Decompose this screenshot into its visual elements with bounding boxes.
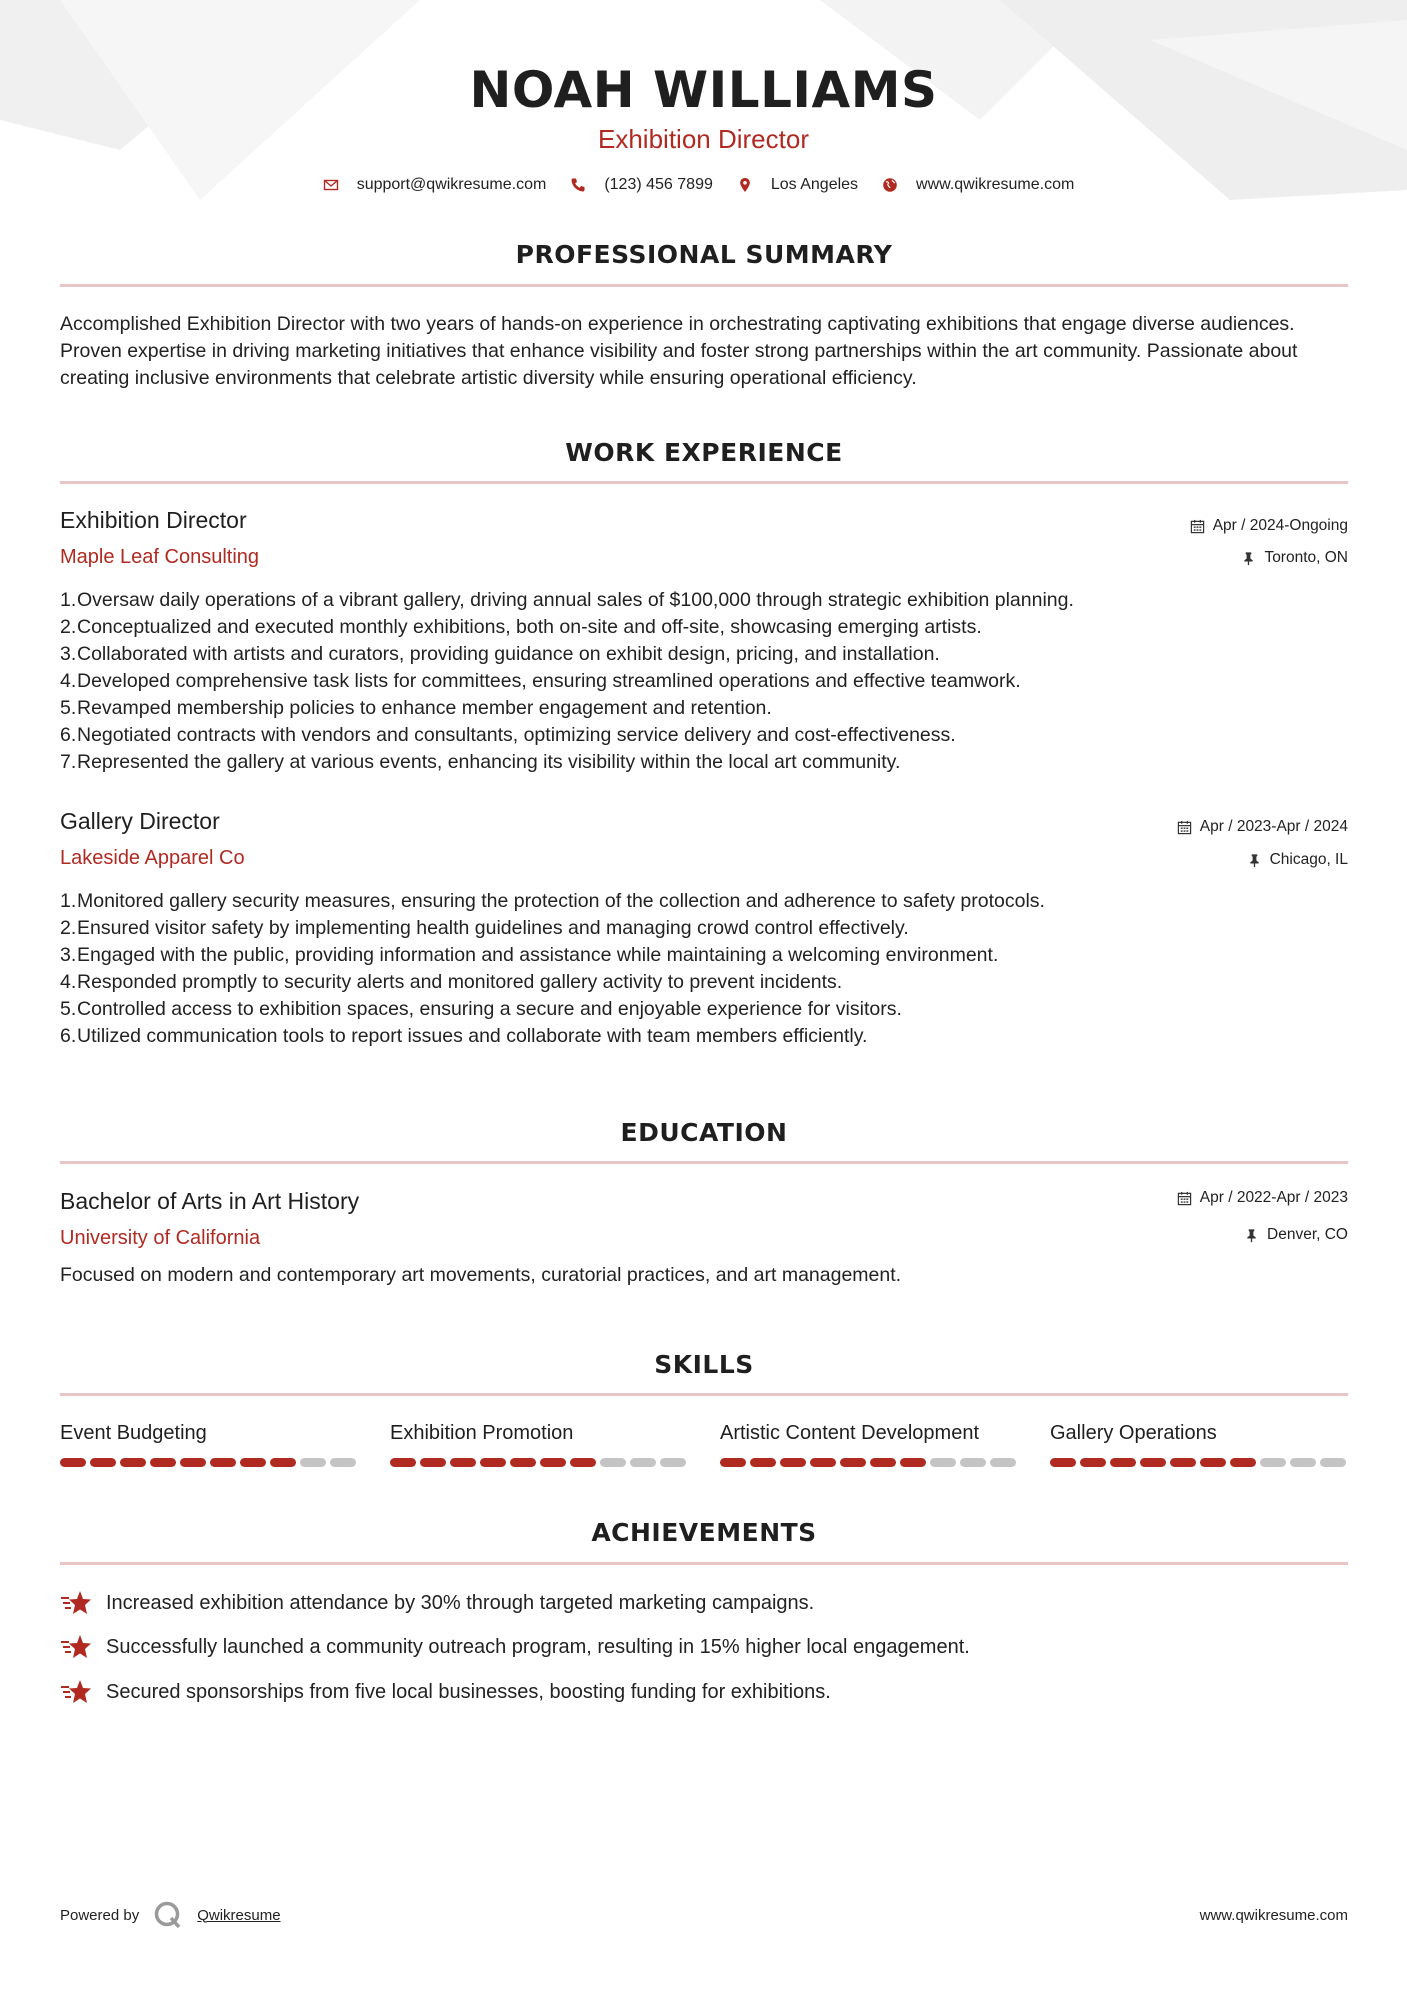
footer-website-link[interactable]: www.qwikresume.com [1199,1907,1348,1924]
job-dates [1177,818,1348,836]
skill-level-segment [930,1458,956,1467]
skill-level-segment [1260,1458,1286,1467]
skill-level-bar [390,1458,690,1467]
skill-level-segment [990,1458,1016,1467]
candidate-name: NOAH WILLIAMS [469,61,938,119]
education-location [1244,1226,1348,1244]
job-bullet-list [60,888,1348,1050]
skill-level-segment [720,1458,746,1467]
candidate-role: Exhibition Director [598,124,809,154]
skill-level-segment [330,1458,356,1467]
skill-name: Gallery Operations [1050,1422,1217,1444]
skill-level-segment [270,1458,296,1467]
skill-level-segment [840,1458,866,1467]
list-item-text: Engaged with the public, providing information and assistance while maintaining a welcoming environment. [77,944,999,966]
skill-level-segment [660,1458,686,1467]
skill-level-segment [570,1458,596,1467]
skill-level-segment [510,1458,536,1467]
skill-level-segment [810,1458,836,1467]
skills-list [60,1420,1350,1467]
skill-item [390,1420,690,1467]
pushpin-icon [1244,1228,1259,1243]
skill-level-segment [750,1458,776,1467]
list-item: 4. Developed comprehensive task lists for committees, ensuring streamlined operations and effective teamwork. [60,668,1348,695]
list-item: 2. Ensured visitor safety by implementing health guidelines and managing crowd control effectively. [60,915,1348,942]
skill-level-segment [390,1458,416,1467]
skill-level-segment [1290,1458,1316,1467]
achievement-item [60,1678,831,1706]
website-text: www.qwikresume.com [916,176,1075,193]
list-item-text: Controlled access to exhibition spaces, ensuring a secure and enjoyable experience for visitors. [77,998,902,1020]
contact-website[interactable] [882,176,1074,194]
skill-level-segment [120,1458,146,1467]
achievement-item [60,1633,970,1661]
globe-icon [882,177,898,193]
achievement-text: Increased exhibition attendance by 30% through targeted marketing campaigns. [106,1591,815,1614]
list-item: 4. Responded promptly to security alerts and monitored gallery activity to prevent incidents. [60,969,1348,996]
contact-bar [0,176,1407,194]
education-heading: EDUCATION [620,1118,788,1147]
list-item: 5. Revamped membership policies to enhance member engagement and retention. [60,695,1348,722]
list-item-text: Monitored gallery security measures, ensuring the protection of the collection and adherence to safety protocols. [77,890,1045,912]
pushpin-icon [1247,853,1262,868]
list-item-text: Developed comprehensive task lists for committees, ensuring streamlined operations and effective teamwork. [77,670,1021,692]
list-item-text: Utilized communication tools to report issues and collaborate with team members efficiently. [77,1025,868,1047]
list-item-text: Conceptualized and executed monthly exhibitions, both on-site and off-site, showcasing emerging artists. [77,616,982,638]
phone-icon [570,177,586,193]
experience-divider [60,481,1348,484]
skill-level-segment [180,1458,206,1467]
skill-level-segment [960,1458,986,1467]
powered-by-label: Powered by [60,1906,140,1924]
star-icon [60,1589,92,1617]
achievement-text: Successfully launched a community outreach program, resulting in 15% higher local engagement. [106,1635,970,1658]
skill-level-segment [1320,1458,1346,1467]
job-location [1241,549,1348,567]
summary-divider [60,284,1348,287]
skill-level-bar [720,1458,1020,1467]
job-dates-text: Apr / 2023-Apr / 2024 [1199,818,1348,835]
list-item-text: Collaborated with artists and curators, providing guidance on exhibit design, pricing, and installation. [77,643,940,665]
phone-text: (123) 456 7899 [604,176,713,193]
degree-title: Bachelor of Arts in Art History [60,1188,360,1214]
education-divider [60,1161,1348,1164]
list-item: 7. Represented the gallery at various events, enhancing its visibility within the local art community. [60,749,1348,776]
skills-heading: SKILLS [654,1350,754,1379]
job-dates-text: Apr / 2024-Ongoing [1212,517,1348,534]
job-dates [1190,517,1348,535]
skill-name: Event Budgeting [60,1422,207,1444]
list-item-text: Responded promptly to security alerts and monitored gallery activity to prevent incidents. [77,971,843,993]
education-location-text: Denver, CO [1267,1226,1348,1243]
skill-level-segment [870,1458,896,1467]
list-item-text: Represented the gallery at various events, enhancing its visibility within the local art community. [77,751,901,773]
list-item-text: Revamped membership policies to enhance member engagement and retention. [77,697,772,719]
skills-divider [60,1393,1348,1396]
summary-text: Accomplished Exhibition Director with two years of hands-on experience in orchestrating captivating exhibitions that engage diverse audiences. Proven expertise in driving marketing initiatives that enhance visibility and foster strong partnerships within the art community. Passionate about creating inclusive environments that celebrate artistic diversity while ensuring operational efficiency. [60,313,1298,389]
experience-heading: WORK EXPERIENCE [565,438,843,467]
skill-level-segment [1110,1458,1136,1467]
skill-level-segment [600,1458,626,1467]
envelope-icon [323,177,339,193]
job-location-text: Toronto, ON [1264,549,1348,566]
list-item: 1. Oversaw daily operations of a vibrant gallery, driving annual sales of $100,000 through strategic exhibition planning. [60,587,1348,614]
star-icon [60,1678,92,1706]
map-pin-icon [737,177,753,193]
calendar-icon [1190,519,1205,534]
skill-level-segment [1140,1458,1166,1467]
list-item: 1. Monitored gallery security measures, ensuring the protection of the collection and adherence to safety protocols. [60,888,1348,915]
skill-level-segment [210,1458,236,1467]
skill-level-segment [420,1458,446,1467]
skill-item [1050,1420,1350,1467]
calendar-icon [1177,1191,1192,1206]
list-item-text: Oversaw daily operations of a vibrant gallery, driving annual sales of $100,000 through strategic exhibition planning. [77,589,1074,611]
skill-level-bar [60,1458,360,1467]
job-bullet-list [60,587,1348,776]
skill-level-segment [1170,1458,1196,1467]
skill-level-segment [450,1458,476,1467]
job-title: Gallery Director [60,808,220,834]
skill-level-segment [780,1458,806,1467]
job-location [1247,851,1348,869]
skill-level-segment [90,1458,116,1467]
job-title: Exhibition Director [60,507,247,533]
list-item-text: Negotiated contracts with vendors and consultants, optimizing service delivery and cost-effectiveness. [77,724,956,746]
skill-level-bar [1050,1458,1350,1467]
skill-level-segment [900,1458,926,1467]
skill-level-segment [480,1458,506,1467]
pushpin-icon [1241,551,1256,566]
star-icon [60,1633,92,1661]
school-name: University of California [60,1227,261,1249]
skill-item [720,1420,1020,1467]
job-company: Lakeside Apparel Co [60,847,245,869]
contact-location [737,176,858,194]
skill-level-segment [1230,1458,1256,1467]
achievement-text: Secured sponsorships from five local businesses, boosting funding for exhibitions. [106,1680,831,1703]
job-location-text: Chicago, IL [1269,851,1348,868]
skill-level-segment [1080,1458,1106,1467]
job-company: Maple Leaf Consulting [60,546,260,568]
skill-name: Artistic Content Development [720,1422,980,1444]
calendar-icon [1177,820,1192,835]
skill-level-segment [300,1458,326,1467]
skill-item [60,1420,360,1467]
email-text: support@qwikresume.com [356,176,547,193]
education-dates-text: Apr / 2022-Apr / 2023 [1199,1189,1348,1206]
skill-name: Exhibition Promotion [390,1422,574,1444]
achievements-heading: ACHIEVEMENTS [591,1518,817,1547]
skill-level-segment [1200,1458,1226,1467]
contact-email[interactable] [323,176,547,194]
summary-heading: PROFESSIONAL SUMMARY [515,240,893,269]
list-item: 6. Negotiated contracts with vendors and consultants, optimizing service delivery and cost-effectiveness. [60,722,1348,749]
skill-level-segment [630,1458,656,1467]
list-item-text: Ensured visitor safety by implementing health guidelines and managing crowd control effectively. [77,917,909,939]
location-text: Los Angeles [770,176,859,193]
skill-level-segment [60,1458,86,1467]
contact-phone[interactable] [570,176,713,194]
education-description: Focused on modern and contemporary art movements, curatorial practices, and art management. [60,1264,902,1286]
qwikresume-link[interactable]: Qwikresume [197,1906,281,1924]
list-item: 3. Engaged with the public, providing information and assistance while maintaining a welcoming environment. [60,942,1348,969]
resume-header [0,60,1407,194]
skill-level-segment [540,1458,566,1467]
skill-level-segment [240,1458,266,1467]
qwikresume-logo-icon [153,1900,183,1930]
skill-level-segment [150,1458,176,1467]
education-dates [1177,1189,1348,1207]
achievements-divider [60,1562,1348,1565]
list-item: 5. Controlled access to exhibition spaces, ensuring a secure and enjoyable experience for visitors. [60,996,1348,1023]
footer-powered-by [60,1900,281,1930]
achievement-item [60,1589,814,1617]
list-item: 6. Utilized communication tools to report issues and collaborate with team members efficiently. [60,1023,1348,1050]
list-item: 3. Collaborated with artists and curators, providing guidance on exhibit design, pricing, and installation. [60,641,1348,668]
skill-level-segment [1050,1458,1076,1467]
list-item: 2. Conceptualized and executed monthly exhibitions, both on-site and off-site, showcasing emerging artists. [60,614,1348,641]
